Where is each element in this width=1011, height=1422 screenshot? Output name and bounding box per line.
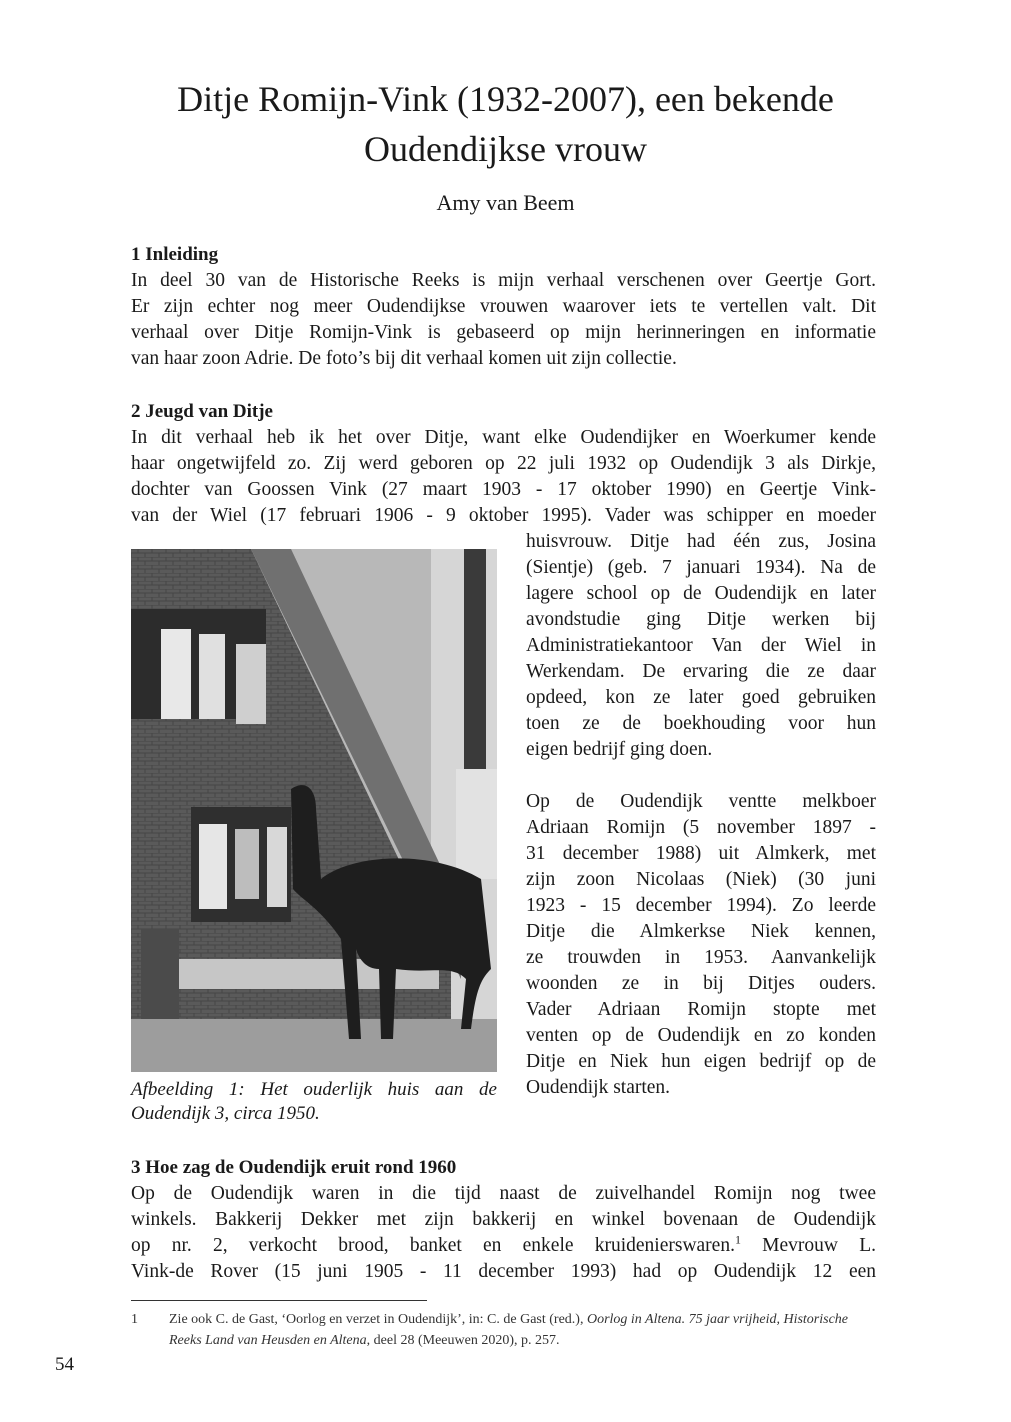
text-line: Op de Oudendijk ventte melkboer [526, 791, 876, 812]
section-2-paragraph [131, 425, 876, 529]
text-line: opdeed, kon ze later goed gebruiken [526, 687, 876, 708]
section-heading-1: 1 Inleiding [131, 244, 219, 265]
footnote-text-a: Zie ook C. de Gast, ‘Oorlog en verzet in Oudendijk’, in: C. de Gast (red.), [169, 1312, 587, 1327]
photo-illustration [131, 549, 497, 1072]
section-3-paragraph [131, 1181, 876, 1285]
footnote-italic: Oorlog in Altena. 75 jaar vrijheid, Historische Reeks Land van Heusden en Altena [169, 1312, 849, 1348]
text-line: Ditje die Almkerkse Niek kennen, [526, 921, 876, 942]
photo-caption [131, 1078, 497, 1126]
text-line: huisvrouw. Ditje had één zus, Josina [526, 531, 876, 552]
section-1-paragraph [131, 268, 876, 372]
text-line: venten op de Oudendijk en zo konden [526, 1025, 876, 1046]
footnote-number: 1 [131, 1312, 138, 1327]
text-line: In dit verhaal heb ik het over Ditje, want elke Oudendijker en Woerkumer kende [131, 427, 876, 448]
text-line: Administratiekantoor Van der Wiel in [526, 635, 876, 656]
author: Amy van Beem [436, 190, 575, 215]
text-line: toen ze de boekhouding voor hun [526, 713, 876, 734]
text-line: lagere school op de Oudendijk en later [526, 583, 876, 604]
text-line: Vink-de Rover (15 juni 1905 - 11 december 1993) had op Oudendijk 12 een [131, 1261, 876, 1282]
text-line: van der Wiel (17 februari 1906 - 9 oktober 1995). Vader was schipper en moeder [131, 505, 876, 526]
text-line: Er zijn echter nog meer Oudendijkse vrouwen waarover iets te vertellen valt. Dit [131, 296, 876, 317]
text-line: 1923 - 15 december 1994). Zo leerde [526, 895, 876, 916]
side-column-paragraph-1 [526, 529, 876, 763]
text-line: Adriaan Romijn (5 november 1897 - [526, 817, 876, 838]
text-line [131, 1233, 876, 1259]
footnote-divider [131, 1300, 427, 1301]
text-line: Op de Oudendijk waren in die tijd naast de zuivelhandel Romijn nog twee [131, 1183, 876, 1204]
text-line: Ditje en Niek hun eigen bedrijf op de [526, 1051, 876, 1072]
text-line: van haar zoon Adrie. De foto’s bij dit verhaal komen uit zijn collectie. [131, 348, 677, 369]
footnote-text-b: , deel 28 (Meeuwen 2020), p. 257. [366, 1333, 560, 1348]
side-column-paragraph-2 [526, 789, 876, 1101]
text-line: (Sientje) (geb. 7 januari 1934). Na de [526, 557, 876, 578]
footnote-ref: 1 [734, 1232, 741, 1247]
text-line: ze trouwden in 1953. Aanvankelijk [526, 947, 876, 968]
house-horse-photo [131, 549, 497, 1072]
text-fragment: Mevrouw L. [740, 1235, 876, 1256]
footnote-text [169, 1309, 876, 1351]
page-number: 54 [55, 1354, 74, 1375]
article-title [100, 74, 911, 174]
text-line: Oudendijk starten. [526, 1077, 671, 1098]
title-line-2: Oudendijkse vrouw [364, 129, 647, 169]
caption-line: Afbeelding 1: Het ouderlijk huis aan de [131, 1079, 497, 1100]
text-line: zijn zoon Nicolaas (Niek) (30 juni [526, 869, 876, 890]
text-line: dochter van Goossen Vink (27 maart 1903 - 17 oktober 1990) en Geertje Vink- [131, 479, 876, 500]
section-heading-3: 3 Hoe zag de Oudendijk eruit rond 1960 [131, 1157, 457, 1178]
text-line: haar ongetwijfeld zo. Zij werd geboren op 22 juli 1932 op Oudendijk 3 als Dirkje, [131, 453, 876, 474]
text-line: Vader Adriaan Romijn stopte met [526, 999, 876, 1020]
caption-line: Oudendijk 3, circa 1950. [131, 1103, 320, 1124]
text-line: 31 december 1988) uit Almkerk, met [526, 843, 876, 864]
text-line: eigen bedrijf ging doen. [526, 739, 713, 760]
text-fragment: op nr. 2, verkocht brood, banket en enkele kruidenierswaren. [131, 1235, 735, 1256]
text-line: verhaal over Ditje Romijn-Vink is gebaseerd op mijn herinneringen en informatie [131, 322, 876, 343]
section-heading-2: 2 Jeugd van Ditje [131, 401, 273, 422]
text-line: winkels. Bakkerij Dekker met zijn bakkerij en winkel bovenaan de Oudendijk [131, 1209, 876, 1230]
text-line: woonden ze in bij Ditjes ouders. [526, 973, 876, 994]
text-line: Werkendam. De ervaring die ze daar [526, 661, 876, 682]
text-line: In deel 30 van de Historische Reeks is mijn verhaal verschenen over Geertje Gort. [131, 270, 876, 291]
title-line-1: Ditje Romijn-Vink (1932-2007), een bekende [177, 79, 834, 119]
text-line: avondstudie ging Ditje werken bij [526, 609, 876, 630]
